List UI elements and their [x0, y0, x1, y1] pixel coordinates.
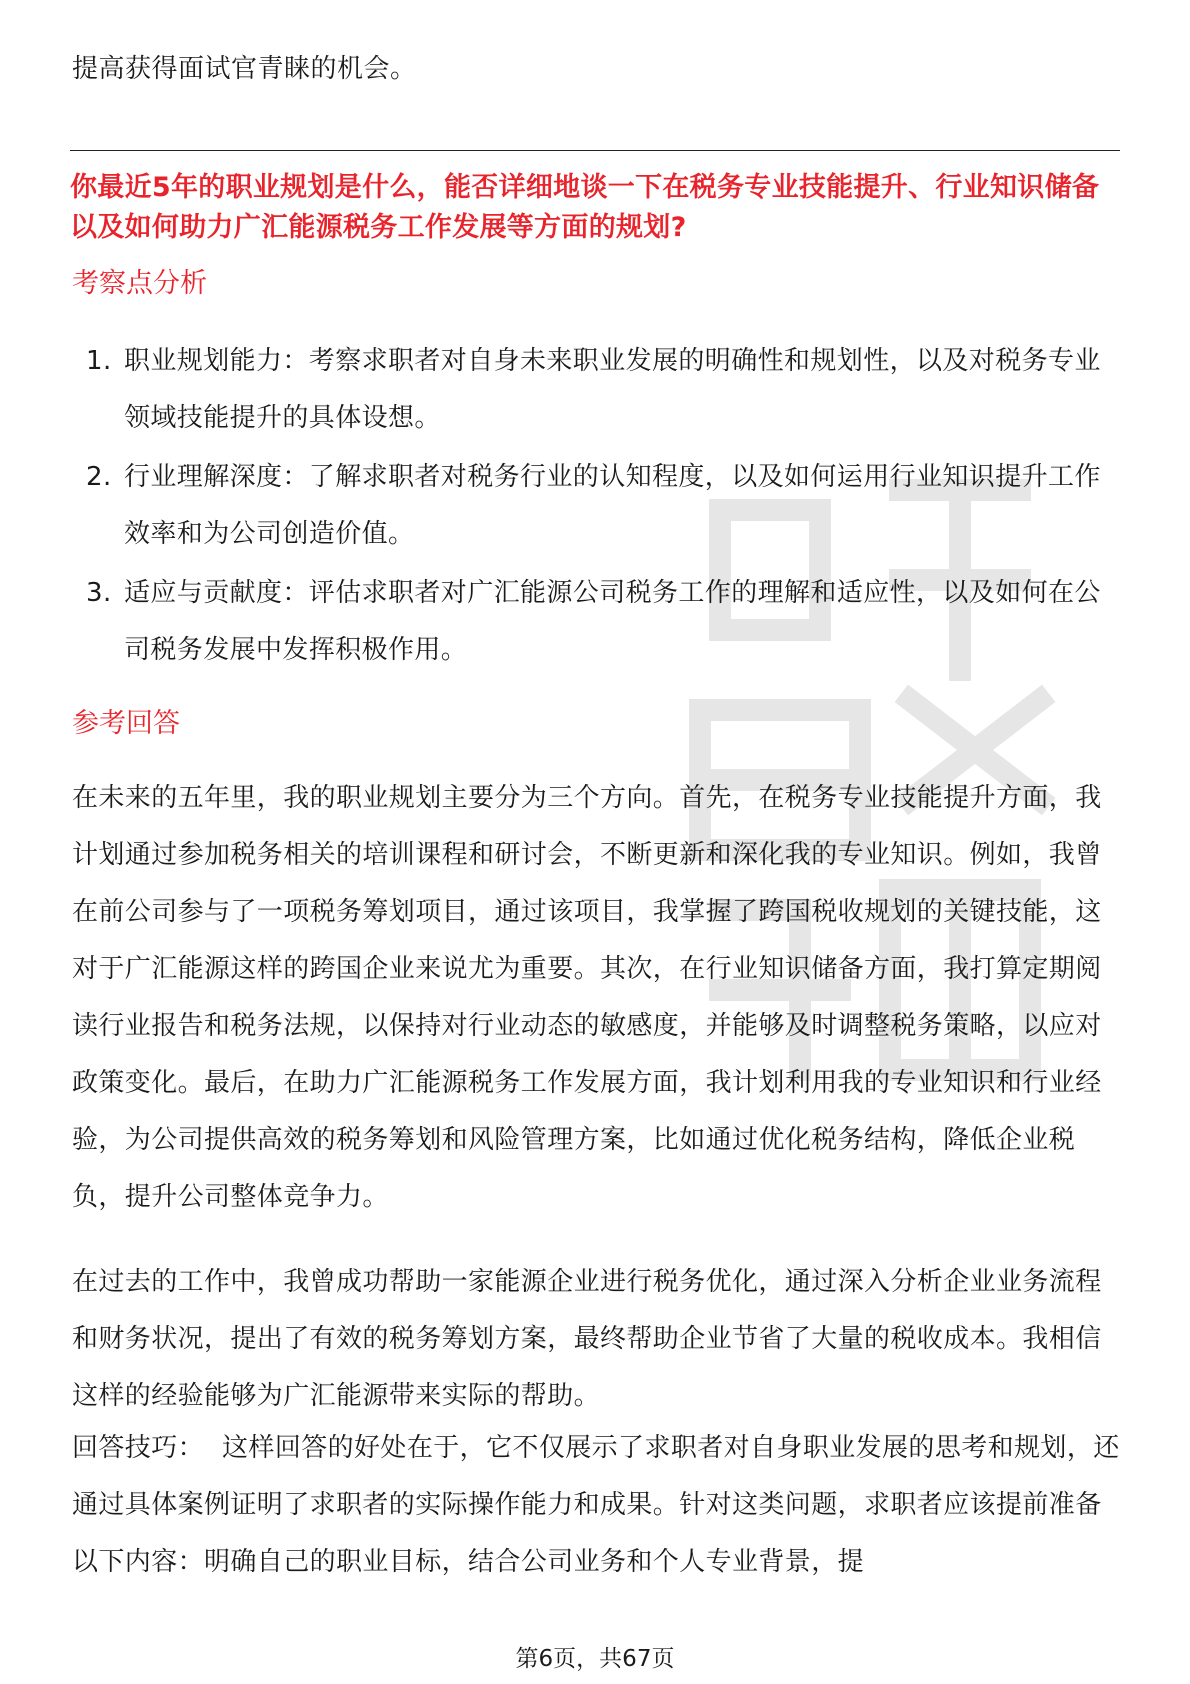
list-item — [72, 449, 1122, 563]
list-item-number: 1. — [86, 346, 112, 376]
analysis-list — [72, 333, 1122, 681]
answer-tips — [72, 1420, 1122, 1591]
answer-heading: 参考回答 — [72, 708, 180, 739]
list-item — [72, 565, 1122, 679]
list-item-text: 职业规划能力：考察求职者对自身未来职业发展的明确性和规划性，以及对税务专业领域技能提升的具体设想。 — [124, 346, 1101, 433]
list-item-text: 行业理解深度：了解求职者对税务行业的认知程度，以及如何运用行业知识提升工作效率和为公司创造价值。 — [124, 462, 1101, 549]
question-title: 你最近5年的职业规划是什么，能否详细地谈一下在税务专业技能提升、行业知识储备以及如何助力广汇能源税务工作发展等方面的规划? — [70, 172, 1100, 243]
intro-text: 提高获得面试官青睐的机会。 — [72, 54, 417, 84]
list-item-number: 3. — [86, 578, 112, 608]
section-divider — [70, 150, 1120, 151]
tips-label: 回答技巧： — [72, 1433, 205, 1463]
list-item — [72, 333, 1122, 447]
answer-paragraph-2: 在过去的工作中，我曾成功帮助一家能源企业进行税务优化，通过深入分析企业业务流程和财务状况，提出了有效的税务筹划方案，最终帮助企业节省了大量的税收成本。我相信这样的经验能够为广汇能源带来实际的帮助。 — [72, 1267, 1102, 1411]
list-item-number: 2. — [86, 462, 112, 492]
list-item-text: 适应与贡献度：评估求职者对广汇能源公司税务工作的理解和适应性，以及如何在公司税务发展中发挥积极作用。 — [124, 578, 1101, 665]
tips-text: 这样回答的好处在于，它不仅展示了求职者对自身职业发展的思考和规划，还通过具体案例证明了求职者的实际操作能力和成果。针对这类问题，求职者应该提前准备以下内容：明确自己的职业目标，结合公司业务和个人专业背景，提 — [72, 1433, 1120, 1577]
analysis-heading: 考察点分析 — [72, 268, 207, 299]
answer-paragraph-1: 在未来的五年里，我的职业规划主要分为三个方向。首先，在税务专业技能提升方面，我计划通过参加税务相关的培训课程和研讨会，不断更新和深化我的专业知识。例如，我曾在前公司参与了一项税务筹划项目，通过该项目，我掌握了跨国税收规划的关键技能，这对于广汇能源这样的跨国企业来说尤为重要。其次，在行业知识储备方面，我打算定期阅读行业报告和税务法规，以保持对行业动态的敏感度，并能够及时调整税务策略，以应对政策变化。最后，在助力广汇能源税务工作发展方面，我计划利用我的专业知识和行业经验，为公司提供高效的税务筹划和风险管理方案，比如通过优化税务结构，降低企业税负，提升公司整体竞争力。 — [72, 783, 1102, 1212]
page-number: 第6页，共67页 — [515, 1646, 675, 1672]
